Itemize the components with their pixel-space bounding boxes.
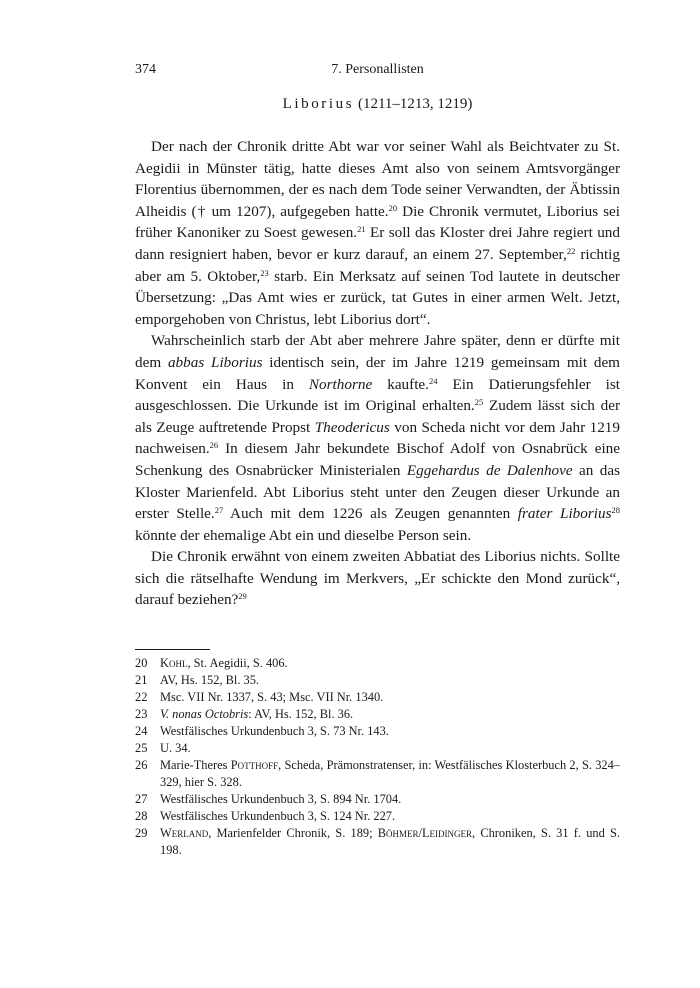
text-run: Marie-Theres	[160, 758, 231, 772]
heading-dates: (1211–1213, 1219)	[357, 96, 473, 112]
text-run: U. 34.	[160, 741, 191, 755]
footnote-number: 23	[135, 707, 148, 721]
text-run: : AV, Hs. 152, Bl. 36.	[248, 707, 354, 721]
text-run: V. nonas Octobris	[160, 707, 249, 721]
footnote	[135, 825, 620, 859]
text-run: Potthoff	[230, 758, 279, 772]
text-run: Auch mit dem 1226 als Zeugen genannten	[223, 505, 518, 523]
text-run: richtig aber am 5. Oktober,	[135, 245, 620, 285]
footnote-text	[160, 825, 620, 859]
running-title: 7. Personallisten	[331, 62, 424, 77]
text-run: Westfälisches Urkundenbuch 3, S. 73 Nr. 143.	[160, 724, 389, 738]
footnote-number: 25	[135, 741, 148, 755]
section-heading	[135, 96, 620, 113]
footnote-text	[160, 723, 620, 740]
footnote	[135, 740, 620, 757]
footnote-ref: 25	[474, 397, 484, 408]
text-run: Northorne	[308, 375, 373, 393]
footnote	[135, 689, 620, 706]
footnote	[135, 723, 620, 740]
footnote-text	[160, 655, 620, 672]
text-run: , St. Aegidii, S. 406.	[187, 656, 288, 670]
footnotes	[135, 655, 620, 859]
footnote-ref: 24	[428, 375, 438, 386]
text-run: , Chroniken, S. 31 f. und S. 198.	[160, 826, 620, 857]
text-run: Theodericus	[314, 418, 390, 436]
text-run: Msc. VII Nr. 1337, S. 43; Msc. VII Nr. 1340.	[160, 690, 384, 704]
text-run: frater Liborius	[517, 505, 612, 523]
footnote-number: 27	[135, 792, 148, 806]
text-run: In diesem Jahr bekundete Bischof Adolf von Osnabrück eine Schenkung des Osnabrücker Ministerialen	[135, 440, 620, 479]
footnote-text	[160, 706, 620, 723]
footnote-text	[160, 740, 620, 757]
text-run: Böhmer/Leidinger	[377, 826, 473, 840]
paragraph	[135, 330, 620, 546]
text-run: Westfälisches Urkundenbuch 3, S. 894 Nr. 1704.	[160, 792, 402, 806]
footnote-text	[160, 689, 620, 706]
text-run: von Scheda nicht vor dem Jahr 1219 nachweisen.	[135, 418, 620, 458]
text-run: Er soll das Kloster drei Jahre regiert und dann resigniert haben, bevor er kurz darauf, an einem 27. September,	[135, 224, 620, 263]
footnote-number: 24	[135, 724, 148, 738]
text-run: Der nach der Chronik dritte Abt war vor seiner Wahl als Beichtvater zu St. Aegidii in Münster tätig, hatte dieses Amt also von seinem Amtsvorgänger Florentius übernommen, der es nach dem Tode seiner Verwandten, der Äbtissin Alheidis († um 1207), aufgegeben hatte.	[135, 138, 620, 220]
text-run: Ein Datierungsfehler ist ausgeschlossen. Die Urkunde ist im Original erhalten.	[135, 375, 620, 415]
paragraph	[135, 136, 620, 330]
footnote-ref: 21	[357, 224, 366, 235]
text-run: , Marienfelder Chronik, S. 189;	[208, 826, 378, 840]
footnote-number: 21	[135, 673, 148, 687]
heading-name: Liborius	[282, 96, 355, 112]
footnote-text	[160, 672, 620, 689]
page-number: 374	[135, 62, 156, 77]
footnote	[135, 808, 620, 825]
text-run: starb. Ein Merksatz auf seinen Tod lautete in deutscher Übersetzung: „Das Amt wies er zurück, tat Gutes in einer armen Welt. Jetzt, emporgehoben von Christus, lebt Liborius dort“.	[135, 267, 620, 328]
text-run: , Scheda, Prämonstratenser, in: Westfälisches Klosterbuch 2, S. 324–329, hier S. 328.	[160, 758, 620, 789]
footnote-ref: 26	[209, 440, 219, 451]
text-run: identisch sein, der im Jahre 1219 gemeinsam mit dem Konvent ein Haus in	[135, 353, 620, 393]
text-run: Die Chronik vermutet, Liborius sei früher Kanoniker zu Soest gewesen.	[135, 202, 621, 242]
footnote-number: 22	[135, 690, 148, 704]
text-run: Werland	[160, 826, 209, 840]
footnote-text	[160, 757, 620, 791]
footnote-rule	[135, 649, 210, 650]
text-run: Die Chronik erwähnt von einem zweiten Abbatiat des Liborius nichts. Sollte sich die rätselhafte Wendung im Merkvers, „Er schickte den Mond zurück“, darauf beziehen?	[135, 548, 620, 609]
footnote-number: 29	[135, 826, 148, 840]
footnote	[135, 706, 620, 723]
text-run: Wahrscheinlich starb der Abt aber mehrere Jahre später, denn er dürfte mit dem	[135, 332, 620, 371]
text-run: AV, Hs. 152, Bl. 35.	[160, 673, 260, 687]
text-run: Westfälisches Urkundenbuch 3, S. 124 Nr. 227.	[160, 809, 396, 823]
footnote-ref: 27	[214, 505, 224, 516]
footnote-text	[160, 791, 620, 808]
footnote-ref: 20	[388, 202, 398, 213]
text-run: abbas Liborius	[167, 353, 263, 371]
footnote	[135, 655, 620, 672]
text-run: kaufte.	[372, 375, 429, 393]
text-run: Kohl	[160, 656, 188, 670]
running-head	[135, 62, 620, 82]
text-run: an das Kloster Marienfeld. Abt Liborius steht unter den Zeugen dieser Urkunde an erster Stelle.	[135, 461, 620, 523]
paragraph	[135, 546, 620, 611]
text-run: Zudem lässt sich der als Zeuge auftretende Propst	[135, 397, 620, 436]
text-run: Eggehardus de Dalenhove	[406, 461, 573, 479]
footnote-number: 28	[135, 809, 148, 823]
footnote-ref: 28	[611, 505, 620, 516]
footnote-ref: 22	[566, 245, 576, 256]
footnote-number: 26	[135, 758, 148, 772]
footnote-number: 20	[135, 656, 148, 670]
text-run: könnte der ehemalige Abt ein und dieselbe Person sein.	[135, 526, 472, 544]
footnote	[135, 757, 620, 791]
footnote-text	[160, 808, 620, 825]
footnote-ref: 29	[238, 591, 247, 602]
body-text	[135, 136, 620, 611]
footnote-ref: 23	[260, 267, 269, 278]
footnote	[135, 791, 620, 808]
footnote	[135, 672, 620, 689]
